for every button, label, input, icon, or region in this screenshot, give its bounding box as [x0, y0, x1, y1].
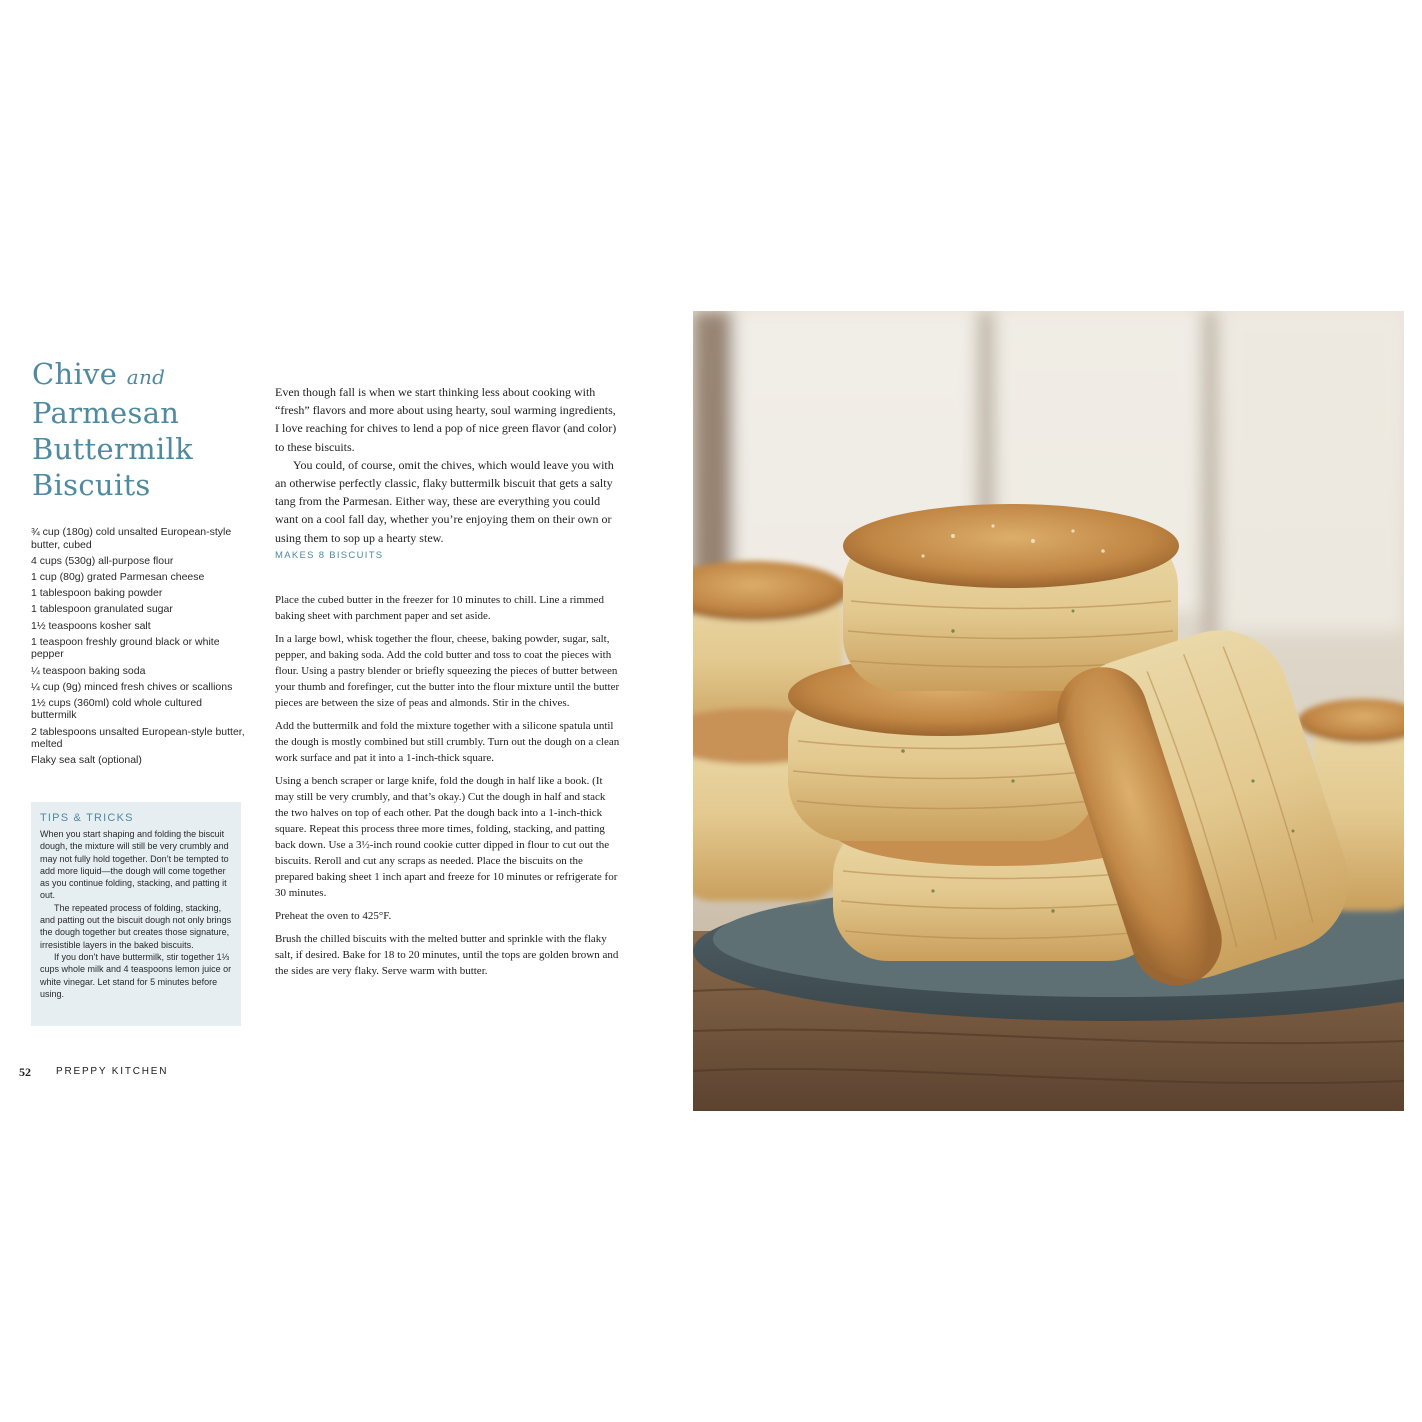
ingredient-item: ¾ cup (180g) cold unsalted European-style butter, cubed — [31, 526, 232, 551]
biscuits-illustration — [693, 311, 1404, 1111]
recipe-intro — [275, 383, 620, 547]
intro-paragraph: You could, of course, omit the chives, which would leave you with an otherwise perfectly classic, flaky buttermilk biscuit that gets a salty tang from the Parmesan. Either way, these are everything you could want on a cool fall day, whether you’re enjoying them on their own or using them to sop up a hearty stew. — [275, 457, 614, 545]
tips-title: TIPS & TRICKS — [40, 812, 134, 824]
page-number: 52 — [19, 1065, 31, 1079]
intro-paragraph: Even though fall is when we start thinking less about cooking with “fresh” flavors and more about using hearty, soul warming ingredients, I love reaching for chives to lend a pop of nice green flavor (and color) to these biscuits. — [275, 385, 617, 454]
tips-box — [31, 802, 241, 1026]
title-part-2: Parmesan Buttermilk Biscuits — [32, 396, 193, 502]
method-step: Brush the chilled biscuits with the melted butter and sprinkle with the flaky salt, if desired. Bake for 18 to 20 minutes, until the tops are golden brown and the sides are very flaky. Serve warm with butter. — [275, 933, 619, 977]
ingredient-item: 1 cup (80g) grated Parmesan cheese — [31, 570, 205, 583]
ingredient-item: ¼ cup (9g) minced fresh chives or scallions — [31, 680, 233, 693]
ingredient-item: 1½ teaspoons kosher salt — [31, 619, 151, 632]
title-part-1: Chive — [32, 357, 127, 391]
method-step: Place the cubed butter in the freezer for 10 minutes to chill. Line a rimmed baking sheet with parchment paper and set aside. — [275, 594, 604, 622]
method-step: Add the buttermilk and fold the mixture together with a silicone spatula until the dough is mostly combined but still crumbly. Turn out the dough on a clean work surface and pat it into a 1-inch-thick square. — [275, 720, 620, 764]
tips-paragraph: When you start shaping and folding the biscuit dough, the mixture will still be very crumbly and may not fully hold together. Don’t be tempted to add more liquid—the dough will come together as you continue folding, stacking, and patting it out. — [40, 829, 229, 901]
running-head: PREPPY KITCHEN — [56, 1066, 169, 1077]
ingredient-item: 1 tablespoon granulated sugar — [31, 603, 173, 616]
ingredient-list — [31, 526, 246, 771]
title-and: and — [126, 365, 166, 389]
ingredient-item: 1 tablespoon baking powder — [31, 587, 163, 600]
ingredient-item: 1½ cups (360ml) cold whole cultured buttermilk — [31, 696, 203, 722]
biscuits-photo — [693, 311, 1404, 1111]
ingredient-item: ¼ teaspoon baking soda — [31, 664, 146, 677]
method-step: In a large bowl, whisk together the flour, cheese, baking powder, sugar, salt, pepper, and baking soda. Add the cold butter and toss to coat the pieces with flour. Using a pastry blender or briefly squeezing the pieces of butter between your thumb and forefinger, cut the butter into the flour mixture until the butter pieces are between the size of peas and almonds. Stir in the chives. — [275, 633, 620, 709]
method-step: Preheat the oven to 425°F. — [275, 910, 392, 922]
ingredient-item: 2 tablespoons unsalted European-style butter, melted — [31, 725, 245, 751]
recipe-title — [32, 356, 262, 503]
method-steps — [275, 592, 620, 986]
ingredient-item: 4 cups (530g) all-purpose flour — [31, 554, 174, 567]
tips-paragraph: The repeated process of folding, stacking, and patting out the biscuit dough not only brings the dough together but creates those signature, irresistible layers in the baked biscuits. — [40, 902, 232, 950]
ingredient-item: Flaky sea salt (optional) — [31, 754, 142, 767]
method-step: Using a bench scraper or large knife, fold the dough in half like a book. (It may still be very crumbly, and that’s okay.) Cut the dough in half and stack the two halves on top of each other. Pat the dough back into a 1-inch-thick square. Repeat this process three more times, folding, stacking, and patting back down. Use a 3½-inch round cookie cutter dipped in flour to cut out the biscuits. Reroll and cut any scraps as needed. Place the biscuits on the prepared baking sheet 1 inch apart and freeze for 10 minutes or refrigerate for 30 minutes. — [275, 775, 618, 899]
ingredient-item: 1 teaspoon freshly ground black or white pepper — [31, 635, 220, 661]
recipe-yield: MAKES 8 BISCUITS — [275, 550, 384, 561]
tips-paragraph: If you don’t have buttermilk, stir together 1⅓ cups whole milk and 4 teaspoons lemon juice or white vinegar. Let stand for 5 minutes before using. — [40, 951, 232, 999]
